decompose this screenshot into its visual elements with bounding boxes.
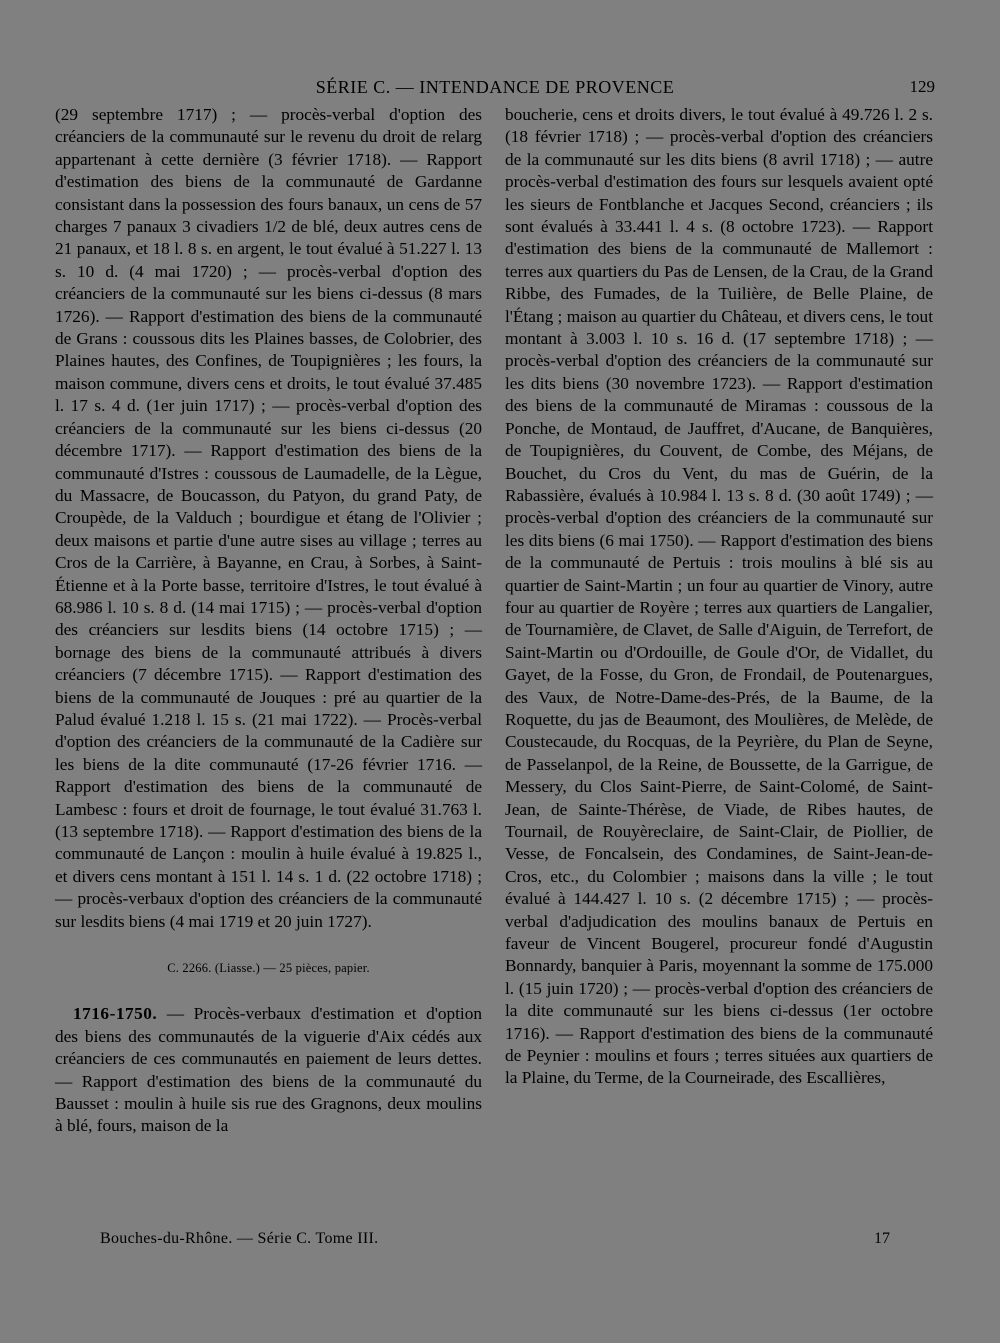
running-title: SÉRIE C. — INTENDANCE DE PROVENCE [315,77,675,97]
inventory-entry [55,1003,482,1137]
page-footer [100,1230,890,1254]
left-column [55,104,482,1138]
entry-date: 1716-1750. [73,1004,158,1024]
right-column [505,104,933,1090]
archive-cote: C. 2266. (Liasse.) — 25 pièces, papier. [167,961,370,976]
entry-text: — Procès-verbaux d'estimation et d'option des biens des communautés de la viguerie d'Aix cédés aux créanciers de ces communautés en paiement de leurs dettes. — Rapport d'estimation des biens de la communauté du Bausset : moulin à huile sis rue des Gragnons, deux moulins à blé, fours, maison de la [55,1004,482,1136]
page-number: 129 [909,77,935,96]
footer-volume: Bouches-du-Rhône. — Série C. Tome III. [100,1230,379,1247]
right-column-paragraph: boucherie, cens et droits divers, le tout évalué à 49.726 l. 2 s. (18 février 1718) ; — procès-verbal d'option des créanciers de la communauté sur les dits biens (8 avril 1718) ; — autre procès-verbal d'estimation des fours sur lesquels avaient opté les sieurs de Fontblanche et Jacques Second, créanciers ; ils sont évalués à 33.441 l. 4 s. (8 octobre 1723). — Rapport d'estimation des biens de la communauté de Mallemort : terres aux quartiers du Pas de Lensen, de la Crau, de la Grand Ribbe, des Fumades, de la Tuilière, de Belle Plaine, de l'Étang ; maison au quartier du Château, et divers cens, le tout montant à 3.003 l. 10 s. 16 d. (17 septembre 1718) ; — procès-verbal d'option des créanciers de la communauté sur les dits biens (30 novembre 1723). — Rapport d'estimation des biens de la communauté de Miramas : coussous de la Ponche, de Montaud, de Jauffret, d'Aucane, de Banquières, de Toupignières, du Couvent, de Combe, des Méjans, de Bouchet, du Cros du Vent, du mas de Guérin, de la Rabassière, évalués à 10.984 l. 13 s. 8 d. (30 août 1749) ; — procès-verbal d'option des créanciers de la communauté sur les dits biens (6 mai 1750). — Rapport d'estimation des biens de la communauté de Pertuis : trois moulins à blé sis au quartier de Saint-Martin ; un four au quartier de Vinory, autre four au quartier de Royère ; terres aux quartiers de Langalier, de Tournamière, de Clavet, de Salle d'Aiguin, de Terrefort, de Saint-Martin ou d'Ordouille, de Goule d'Or, de Vidallet, du Gayet, de la Fosse, du Gron, de Frondail, de Poutenargues, des Vaux, de Notre-Dame-des-Prés, de la Baume, de la Roquette, du jas de Beaumont, des Moulières, de Melède, de Coustecaude, du Rocquas, de la Peyrière, du Plan de Seyne, de Passelanpol, de la Reine, de Boussette, de la Garrigue, de Messery, du Clos Saint-Pierre, de Saint-Colomé, de Saint-Jean, de Sainte-Thérèse, de Viade, de Ribes hautes, de Tournail, de Rouyèreclaire, de Saint-Clair, de Piollier, de Vesse, de Foncalsein, des Condamines, de Saint-Jean-de-Cros, etc., du Colombier ; maisons dans la ville ; le tout évalué à 144.427 l. 10 s. (2 décembre 1715) ; — procès-verbal d'adjudication des moulins banaux de Pertuis en faveur de Vincent Bougerel, procureur fondé d'Augustin Bonnardy, banquier à Paris, moyennant la somme de 175.000 l. (15 juin 1720) ; — procès-verbal d'option des créanciers de la dite communauté sur les biens ci-dessus (1er octobre 1716). — Rapport d'estimation des biens de la communauté de Peynier : moulins et fours ; terres situées aux quartiers de la Plaine, du Terme, de la Courneirade, des Escallières, [505,105,933,1088]
page-header [55,77,935,101]
continued-paragraph: (29 septembre 1717) ; — procès-verbal d'option des créanciers de la communauté sur le revenu du droit de relarg appartenant à cette dernière (3 février 1718). — Rapport d'estimation des biens de la communauté de Gardanne consistant dans la possession des fours banaux, un cens de 57 charges 7 panaux 3 civadiers 1/2 de blé, deux autres cens de 21 panaux, et 18 l. 8 s. en argent, le tout évalué à 51.227 l. 13 s. 10 d. (4 mai 1720) ; — procès-verbal d'option des créanciers de la communauté sur les biens ci-dessus (8 mars 1726). — Rapport d'estimation des biens de la communauté de Grans : coussous dits les Plaines basses, de Colobrier, des Plaines hautes, des Confines, de Toupignières ; les fours, la maison commune, divers cens et droits, le tout évalué 37.485 l. 17 s. 4 d. (1er juin 1717) ; — procès-verbal d'option des créanciers de la communauté sur les biens ci-dessus (20 décembre 1717). — Rapport d'estimation des biens de la communauté d'Istres : coussous de Laumadelle, de la Lègue, du Massacre, de Boucasson, du Patyon, du grand Paty, de Croupède, de la Valduch ; bourdigue et étang de l'Olivier ; deux maisons et partie d'une autre sises au village ; terres au Cros de la Carrière, à Bayanne, en Crau, à Sorbes, à Saint-Étienne et à la Porte basse, territoire d'Istres, le tout évalué à 68.986 l. 10 s. 8 d. (14 mai 1715) ; — procès-verbal d'option des créanciers sur lesdits biens (14 octobre 1715) ; — bornage des biens de la communauté attribués à divers créanciers (7 décembre 1715). — Rapport d'estimation des biens de la communauté de Jouques : pré au quartier de la Palud évalué 1.218 l. 15 s. (21 mai 1722). — Procès-verbal d'option des créanciers de la communauté de la Cadière sur les biens de la dite communauté (17-26 février 1716. — Rapport d'estimation des biens de la communauté de Lambesc : fours et droit de fournage, le tout évalué 31.763 l. (13 septembre 1718). — Rapport d'estimation des biens de la communauté de Lançon : moulin à huile évalué à 19.825 l., et divers cens montant à 151 l. 14 s. 1 d. (22 octobre 1718) ; — procès-verbaux d'option des créanciers de la communauté sur lesdits biens (4 mai 1719 et 20 juin 1727). [55,105,482,931]
footer-signature-number: 17 [874,1230,890,1247]
